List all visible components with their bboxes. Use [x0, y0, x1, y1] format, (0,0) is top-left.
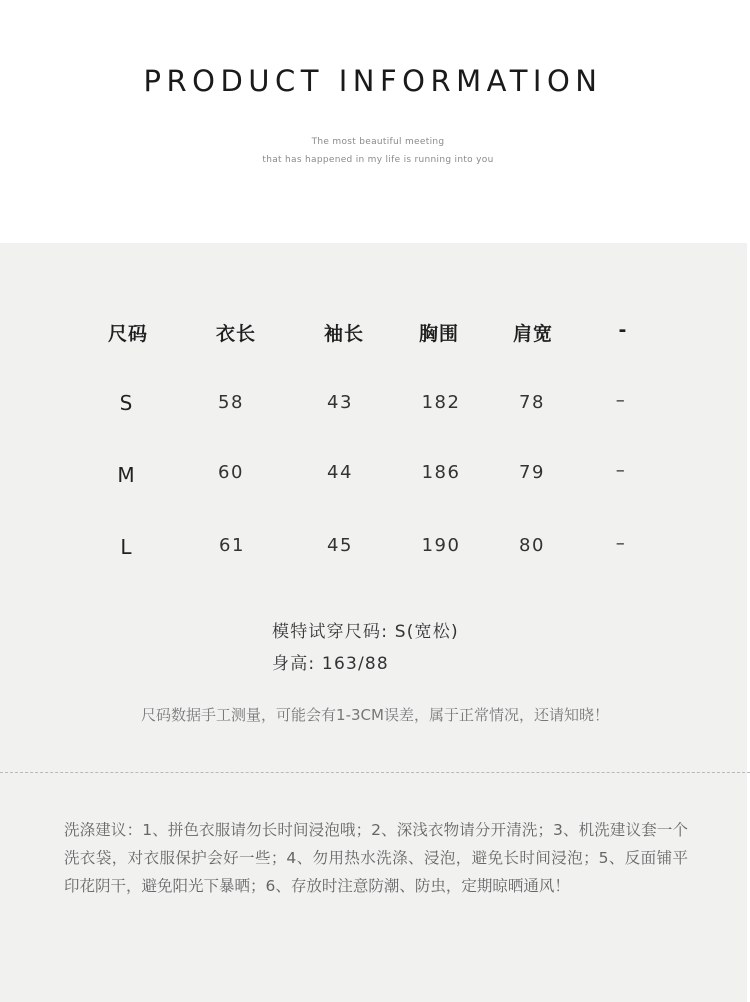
row-m-chest: 186	[421, 462, 461, 483]
subtitle-line-1: The most beautiful meeting	[311, 137, 445, 147]
header-sleeve: 袖长	[323, 323, 364, 345]
row-m-extra: –	[615, 460, 627, 481]
row-s-shoulder: 78	[519, 392, 545, 413]
row-l-extra: –	[615, 533, 627, 554]
row-m-length: 60	[218, 462, 244, 483]
row-s-size: S	[119, 391, 133, 415]
row-m-shoulder: 79	[519, 462, 545, 483]
page-title: PRODUCT INFORMATION	[143, 64, 603, 98]
header-length: 衣长	[215, 323, 256, 345]
section-divider	[0, 772, 750, 773]
row-l-sleeve: 45	[327, 535, 353, 556]
header-size: 尺码	[107, 323, 148, 345]
subtitle-line-2: that has happened in my life is running into you	[262, 155, 494, 165]
header-chest: 胸围	[418, 323, 459, 345]
model-height-info: 身高: 163/88	[272, 654, 389, 674]
row-s-length: 58	[218, 392, 244, 413]
row-s-chest: 182	[421, 392, 461, 413]
header-shoulder: 肩宽	[512, 323, 553, 345]
care-instructions: 洗涤建议：1、拼色衣服请勿长时间浸泡哦；2、深浅衣物请分开清洗；3、机洗建议套一个洗衣袋，对衣服保护会好一些；4、勿用热水洗涤、浸泡，避免长时间浸泡；5、反面铺平印花阴干，避免阳光下暴晒；6、存放时注意防潮、防虫，定期晾晒通风！	[64, 821, 688, 895]
row-m-sleeve: 44	[327, 462, 353, 483]
row-s-extra: –	[615, 390, 627, 411]
row-l-shoulder: 80	[519, 535, 545, 556]
row-l-size: L	[120, 535, 132, 559]
row-s-sleeve: 43	[327, 392, 353, 413]
row-l-length: 61	[219, 535, 245, 556]
row-m-size: M	[117, 463, 135, 487]
measurement-note: 尺码数据手工测量，可能会有1-3CM误差，属于正常情况，还请知晓！	[141, 706, 609, 724]
header-extra: -	[618, 319, 628, 341]
row-l-chest: 190	[421, 535, 461, 556]
header-section	[0, 0, 750, 243]
model-size-info: 模特试穿尺码: S(宽松)	[272, 622, 459, 642]
